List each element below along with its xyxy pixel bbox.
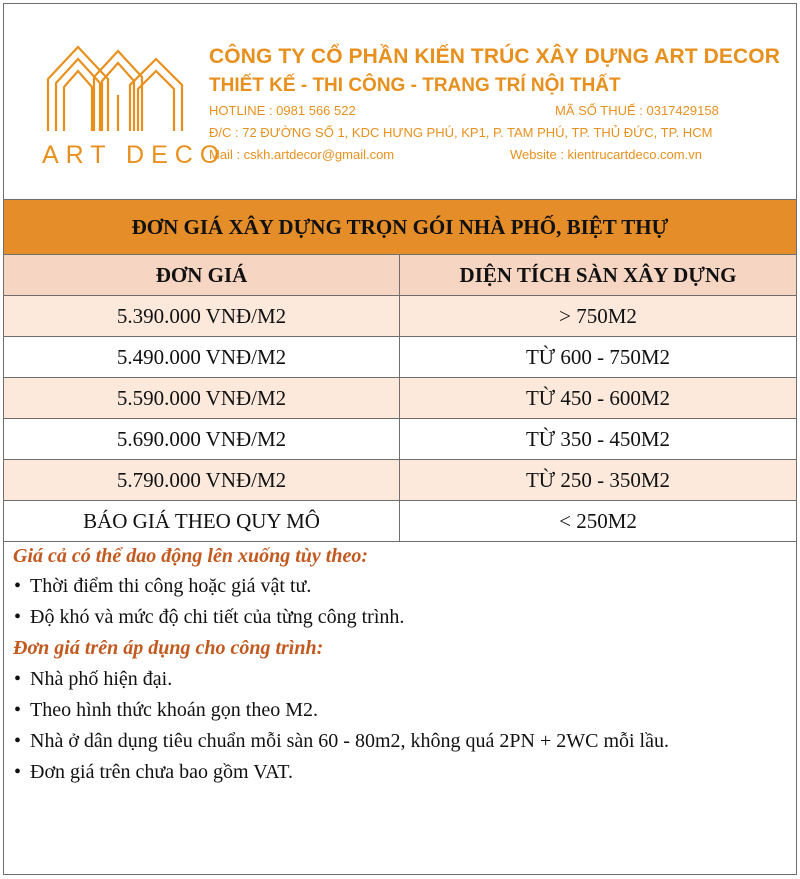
hotline: HOTLINE : 0981 566 522 bbox=[209, 103, 356, 118]
table-row bbox=[4, 296, 796, 337]
area-cell: > 750M2 bbox=[559, 303, 637, 328]
logo-text: ART DECO bbox=[42, 141, 227, 169]
area-cell: TỪ 450 - 600M2 bbox=[525, 385, 671, 410]
bullet-icon: • bbox=[14, 699, 22, 721]
list-item: • Độ khó và mức độ chi tiết của từng công trình. bbox=[14, 606, 405, 628]
list-item: • Theo hình thức khoán gọn theo M2. bbox=[14, 699, 319, 721]
price-cell: 5.590.000 VNĐ/M2 bbox=[4, 378, 400, 418]
table-row bbox=[4, 419, 796, 460]
company-name: CÔNG TY CỔ PHẦN KIẾN TRÚC XÂY DỰNG ART DECOR bbox=[209, 45, 780, 68]
area-cell: < 250M2 bbox=[559, 508, 637, 533]
price-cell: 5.790.000 VNĐ/M2 bbox=[4, 460, 400, 500]
price-cell: 5.490.000 VNĐ/M2 bbox=[4, 337, 400, 377]
table-header-row bbox=[4, 255, 796, 296]
company-address: Đ/C : 72 ĐƯỜNG SỐ 1, KDC HƯNG PHÚ, KP1, P. TAM PHÚ, TP. THỦ ĐỨC, TP. HCM bbox=[209, 125, 713, 140]
tax-code: MÃ SỐ THUẾ : 0317429158 bbox=[555, 103, 719, 118]
list-item: • Nhà phố hiện đại. bbox=[14, 668, 173, 690]
list-item: • Thời điểm thi công hoặc giá vật tư. bbox=[14, 575, 312, 597]
bullet-icon: • bbox=[14, 575, 22, 597]
company-header bbox=[4, 4, 796, 199]
column-header-area: DIỆN TÍCH SÀN XÂY DỰNG bbox=[459, 262, 737, 287]
price-sheet bbox=[3, 3, 797, 875]
table-row bbox=[4, 460, 796, 501]
area-cell: TỪ 250 - 350M2 bbox=[525, 467, 671, 492]
table-row bbox=[4, 501, 796, 542]
company-website: Website : kientrucartdeco.com.vn bbox=[510, 147, 702, 162]
note-heading-applies-to: Đơn giá trên áp dụng cho công trình: bbox=[13, 637, 324, 659]
area-cell: TỪ 350 - 450M2 bbox=[525, 426, 671, 451]
company-slogan: THIẾT KẾ - THI CÔNG - TRANG TRÍ NỘI THẤT bbox=[209, 75, 621, 96]
table-row bbox=[4, 378, 796, 419]
column-header-price: ĐƠN GIÁ bbox=[4, 255, 400, 295]
table-row bbox=[4, 337, 796, 378]
art-deco-logo bbox=[34, 39, 227, 169]
list-item: • Nhà ở dân dụng tiêu chuẩn mỗi sàn 60 - 80m2, không quá 2PN + 2WC mỗi lầu. bbox=[14, 730, 669, 752]
note-heading-price-variation: Giá cả có thể dao động lên xuống tùy theo: bbox=[13, 545, 369, 567]
bullet-icon: • bbox=[14, 606, 22, 628]
price-cell: 5.690.000 VNĐ/M2 bbox=[4, 419, 400, 459]
company-email: Mail : cskh.artdecor@gmail.com bbox=[209, 147, 395, 162]
table-title: ĐƠN GIÁ XÂY DỰNG TRỌN GÓI NHÀ PHỐ, BIỆT THỰ bbox=[4, 199, 796, 255]
price-cell: BÁO GIÁ THEO QUY MÔ bbox=[4, 501, 400, 541]
bullet-icon: • bbox=[14, 730, 22, 752]
list-item: • Đơn giá trên chưa bao gồm VAT. bbox=[14, 761, 294, 783]
area-cell: TỪ 600 - 750M2 bbox=[525, 344, 671, 369]
price-cell: 5.390.000 VNĐ/M2 bbox=[4, 296, 400, 336]
bullet-icon: • bbox=[14, 668, 22, 690]
bullet-icon: • bbox=[14, 761, 22, 783]
